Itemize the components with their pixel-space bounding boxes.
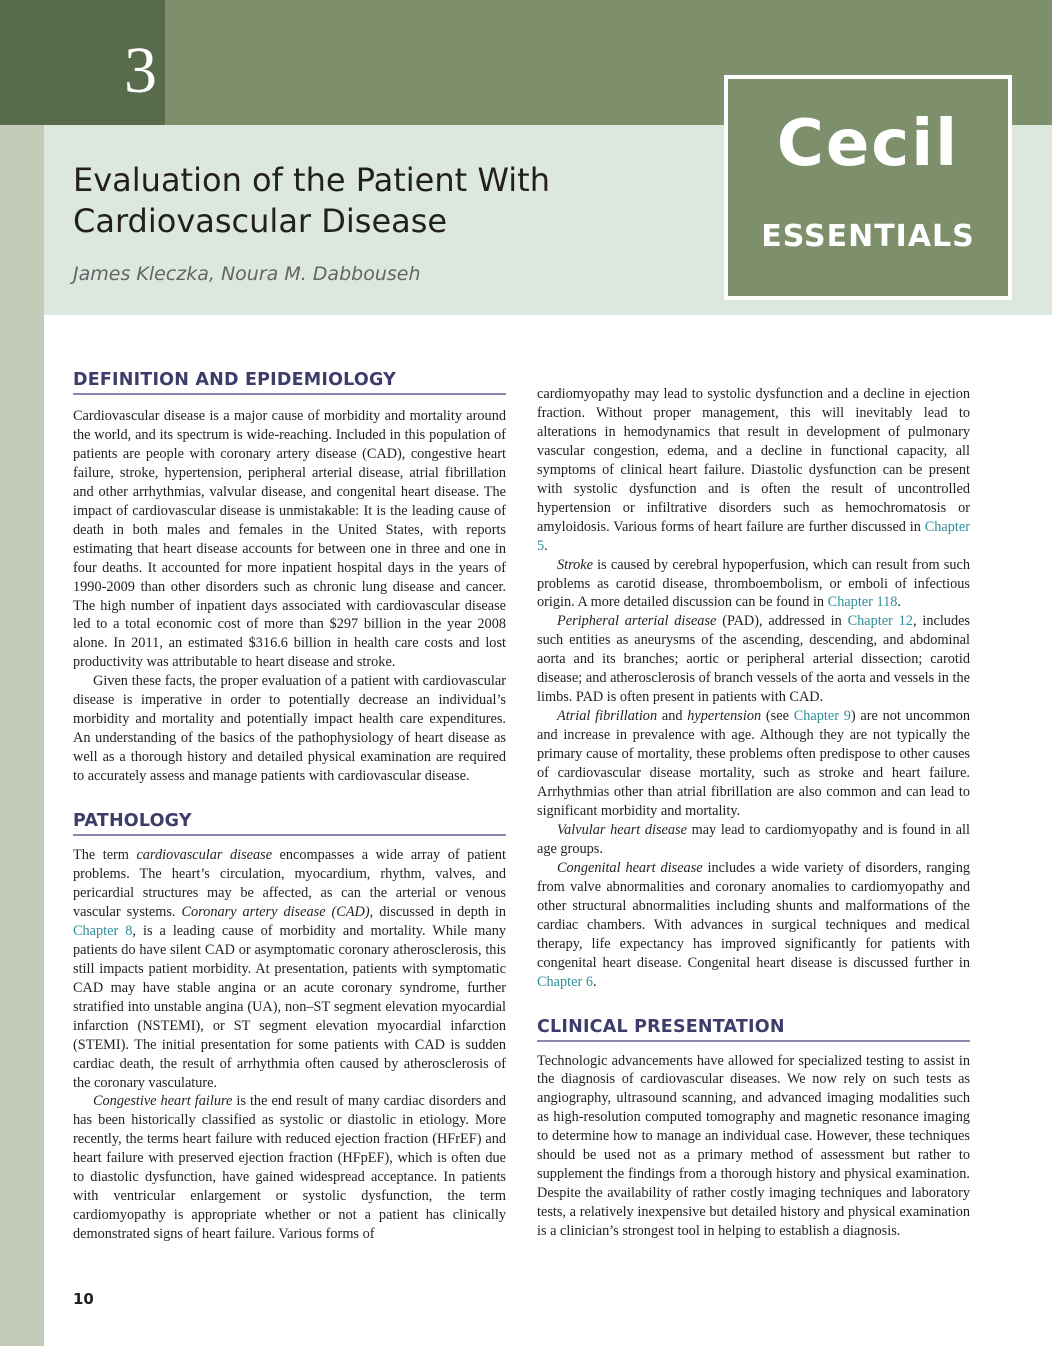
chapter-8-link[interactable]: Chapter 8 bbox=[73, 922, 133, 939]
right-column bbox=[537, 385, 970, 1241]
text-run: includes a wide variety of disorders, ranging from valve abnormalities and coronary anomalies to cardiomyopathy and other structural abnormalities including shunts and malformations of the cardiac chambers. With advances in surgical techniques and medical therapy, life expectancy has improved significantly for patients with congenital heart disease. Congenital heart disease is discussed further in bbox=[537, 859, 970, 971]
paragraph bbox=[73, 846, 506, 1092]
italic-term: Valvular heart disease bbox=[557, 821, 687, 838]
page-number: 10 bbox=[73, 1290, 94, 1308]
italic-term: Stroke bbox=[557, 556, 593, 573]
paragraph bbox=[537, 859, 970, 992]
text-run: . bbox=[592, 973, 597, 990]
text-run: (see bbox=[761, 708, 794, 725]
italic-term: hypertension bbox=[687, 708, 762, 725]
chapter-title-line-1: Evaluation of the Patient With bbox=[73, 161, 550, 199]
text-run: The term bbox=[73, 847, 137, 864]
text-run: (PAD), addressed in bbox=[716, 613, 848, 630]
text-run: and bbox=[657, 708, 688, 725]
chapter-number: 3 bbox=[124, 34, 157, 107]
italic-term: Atrial fibrillation bbox=[557, 708, 658, 725]
chapter-title-line-2: Cardiovascular Disease bbox=[73, 202, 448, 240]
section-heading-clinical-presentation: CLINICAL PRESENTATION bbox=[537, 1016, 970, 1042]
chapter-12-link[interactable]: Chapter 12 bbox=[847, 613, 913, 630]
text-run: cardiomyopathy may lead to systolic dysfunction and a decline in ejection fraction. Without proper management, this will inevitably lead to alterations in hemodynamics that result in development of pulmonary vascular congestion, edema, and a decline in functional capacity, all symptoms of clinical heart failure. Diastolic dysfunction can be present with systolic dysfunction and is often the result of uncontrolled hypertension or infiltrative disorders such as hemochromatosis or amyloidosis. Various forms of heart failure are further discussed in bbox=[537, 386, 970, 535]
text-run: ) are not uncommon and increase in prevalence with age. Although they are not typically the primary cause of mortality, these problems often predispose to other causes of cardiovascular disease mortality, such as stroke and heart failure. Arrhythmias other than atrial fibrillation are also common and can lead to significant morbidity and mortality. bbox=[537, 708, 971, 819]
section-heading-definition: DEFINITION AND EPIDEMIOLOGY bbox=[73, 369, 506, 395]
logo-wordmark: Cecil bbox=[776, 107, 960, 181]
cecil-essentials-logo bbox=[724, 75, 1012, 300]
italic-term: Peripheral arterial disease bbox=[557, 613, 717, 630]
chapter-9-link[interactable]: Chapter 9 bbox=[793, 708, 851, 725]
chapter-118-link[interactable]: Chapter 118 bbox=[827, 594, 898, 611]
left-margin-strip bbox=[0, 125, 44, 1346]
section-heading-pathology: PATHOLOGY bbox=[73, 810, 506, 836]
text-run: is the end result of many cardiac disorders and has been historically classified as systolic or diastolic in etiology. More recently, the terms heart failure with reduced ejection fraction (HFrEF) and heart failure with preserved ejection fraction (HFpEF), which is often due to diastolic dysfunction, have gained widespread acceptance. In patients with ventricular enlargement or systolic dysfunction, the term cardiomyopathy is appropriate whether or not a patient has clinically demonstrated signs of heart failure. Various forms of bbox=[73, 1093, 506, 1243]
italic-term: cardiovascular disease bbox=[136, 847, 273, 864]
chapter-title bbox=[73, 160, 550, 242]
text-run: may lead to cardiomyopathy and is found in all age groups. bbox=[537, 821, 970, 857]
text-run: , includes such entities as aneurysms of the ascending, descending, and abdominal aorta and its branches; aortic or peripheral arterial dissection; carotid disease; and atherosclerosis of branch vessels of the aorta and vessels in the limbs. PAD is often present in patients with CAD. bbox=[537, 613, 970, 706]
chapter-number-box bbox=[0, 0, 165, 125]
text-run: . bbox=[897, 594, 901, 611]
paragraph: Given these facts, the proper evaluation of a patient with cardiovascular disease is imperative in order to potentially decrease an individual’s morbidity and mortality and potentially impact health care expenditures. An understanding of the basics of the pathophysiology of heart disease as well as a thorough history and detailed physical examination are required to accurately assess and manage patients with cardiovascular disease. bbox=[73, 673, 506, 785]
chapter-authors: James Kleczka, Noura M. Dabbouseh bbox=[73, 263, 421, 285]
italic-term: Congestive heart failure bbox=[93, 1093, 233, 1110]
paragraph bbox=[537, 612, 970, 707]
paragraph bbox=[537, 385, 970, 556]
logo-subtitle: ESSENTIALS bbox=[761, 219, 975, 254]
italic-term: Congenital heart disease bbox=[557, 859, 703, 876]
text-run: is caused by cerebral hypoperfusion, which can result from such problems as carotid disease, thromboembolism, or emboli of infectious origin. A more detailed discussion can be found in bbox=[537, 556, 970, 611]
chapter-6-link[interactable]: Chapter 6 bbox=[537, 973, 593, 990]
paragraph bbox=[537, 821, 970, 859]
paragraph bbox=[537, 707, 970, 821]
paragraph: Cardiovascular disease is a major cause of morbidity and mortality around the world, and its spectrum is wide-reaching. Included in this population of patients are people with coronary artery disease (CAD), congestive heart failure, stroke, hypertension, peripheral arterial disease, atrial fibrillation and other arrhythmias, valvular disease, and congenital heart disease. The impact of cardiovascular disease is unmistakable: It is the leading cause of death in both males and females in the United States, with reports estimating that heart disease accounts for between one in three and one in four deaths. It accounted for more inpatient hospital days in the years of 1990-2009 than other disorders such as chronic lung disease and cancer. The high number of inpatient days associated with cardiovascular disease led to a total economic cost of more than $297 billion in the year 2008 alone. In 2011, an estimated $316.6 billion in health care costs and lost productivity was attributable to heart disease and stroke. bbox=[73, 408, 506, 671]
paragraph: Technologic advancements have allowed for specialized testing to assist in the diagnosis of cardiovascular diseases. We now rely on such tests as angiography, ultrasound scanning, and advanced imaging modalities such as high-resolution computed tomography and magnetic resonance imaging to determine how to manage an individual case. However, these techniques should be used not as a primary method of assessment but rather to supplement the findings from a thorough history and physical examination. Despite the availability of rather costly imaging techniques and laboratory tests, a relatively inexpensive but detailed history and physical examination is a clinician’s strongest tool in helping to establish a diagnosis. bbox=[537, 1052, 970, 1240]
paragraph bbox=[537, 556, 970, 613]
italic-term: Coronary artery disease (CAD) bbox=[181, 903, 370, 920]
left-column bbox=[73, 369, 506, 1244]
text-run: . bbox=[544, 537, 548, 554]
text-run: encompasses a wide array of patient problems. The heart’s circulation, myocardium, rhythm, valves, and pericardial structures may be affected, as can the arterial or venous vascular systems. bbox=[73, 847, 507, 920]
text-run: , is a leading cause of morbidity and mortality. While many patients do have silent CAD or asymptomatic coronary atherosclerosis, this still impacts patient morbidity. At presentation, patients with symptomatic CAD may have stable angina or an acute coronary syndrome, further stratified into unstable angina (UA), non–ST segment elevation myocardial infarction (NSTEMI), or ST segment elevation myocardial infarction (STEMI). The initial presentation for some patients with CAD is sudden cardiac death, the result of arrhythmia often caused by atherosclerosis of the coronary vasculature. bbox=[73, 922, 507, 1091]
paragraph bbox=[73, 1092, 506, 1244]
text-run: , discussed in depth in bbox=[369, 903, 506, 920]
chapter-5-link[interactable]: Chapter 5 bbox=[537, 518, 970, 554]
